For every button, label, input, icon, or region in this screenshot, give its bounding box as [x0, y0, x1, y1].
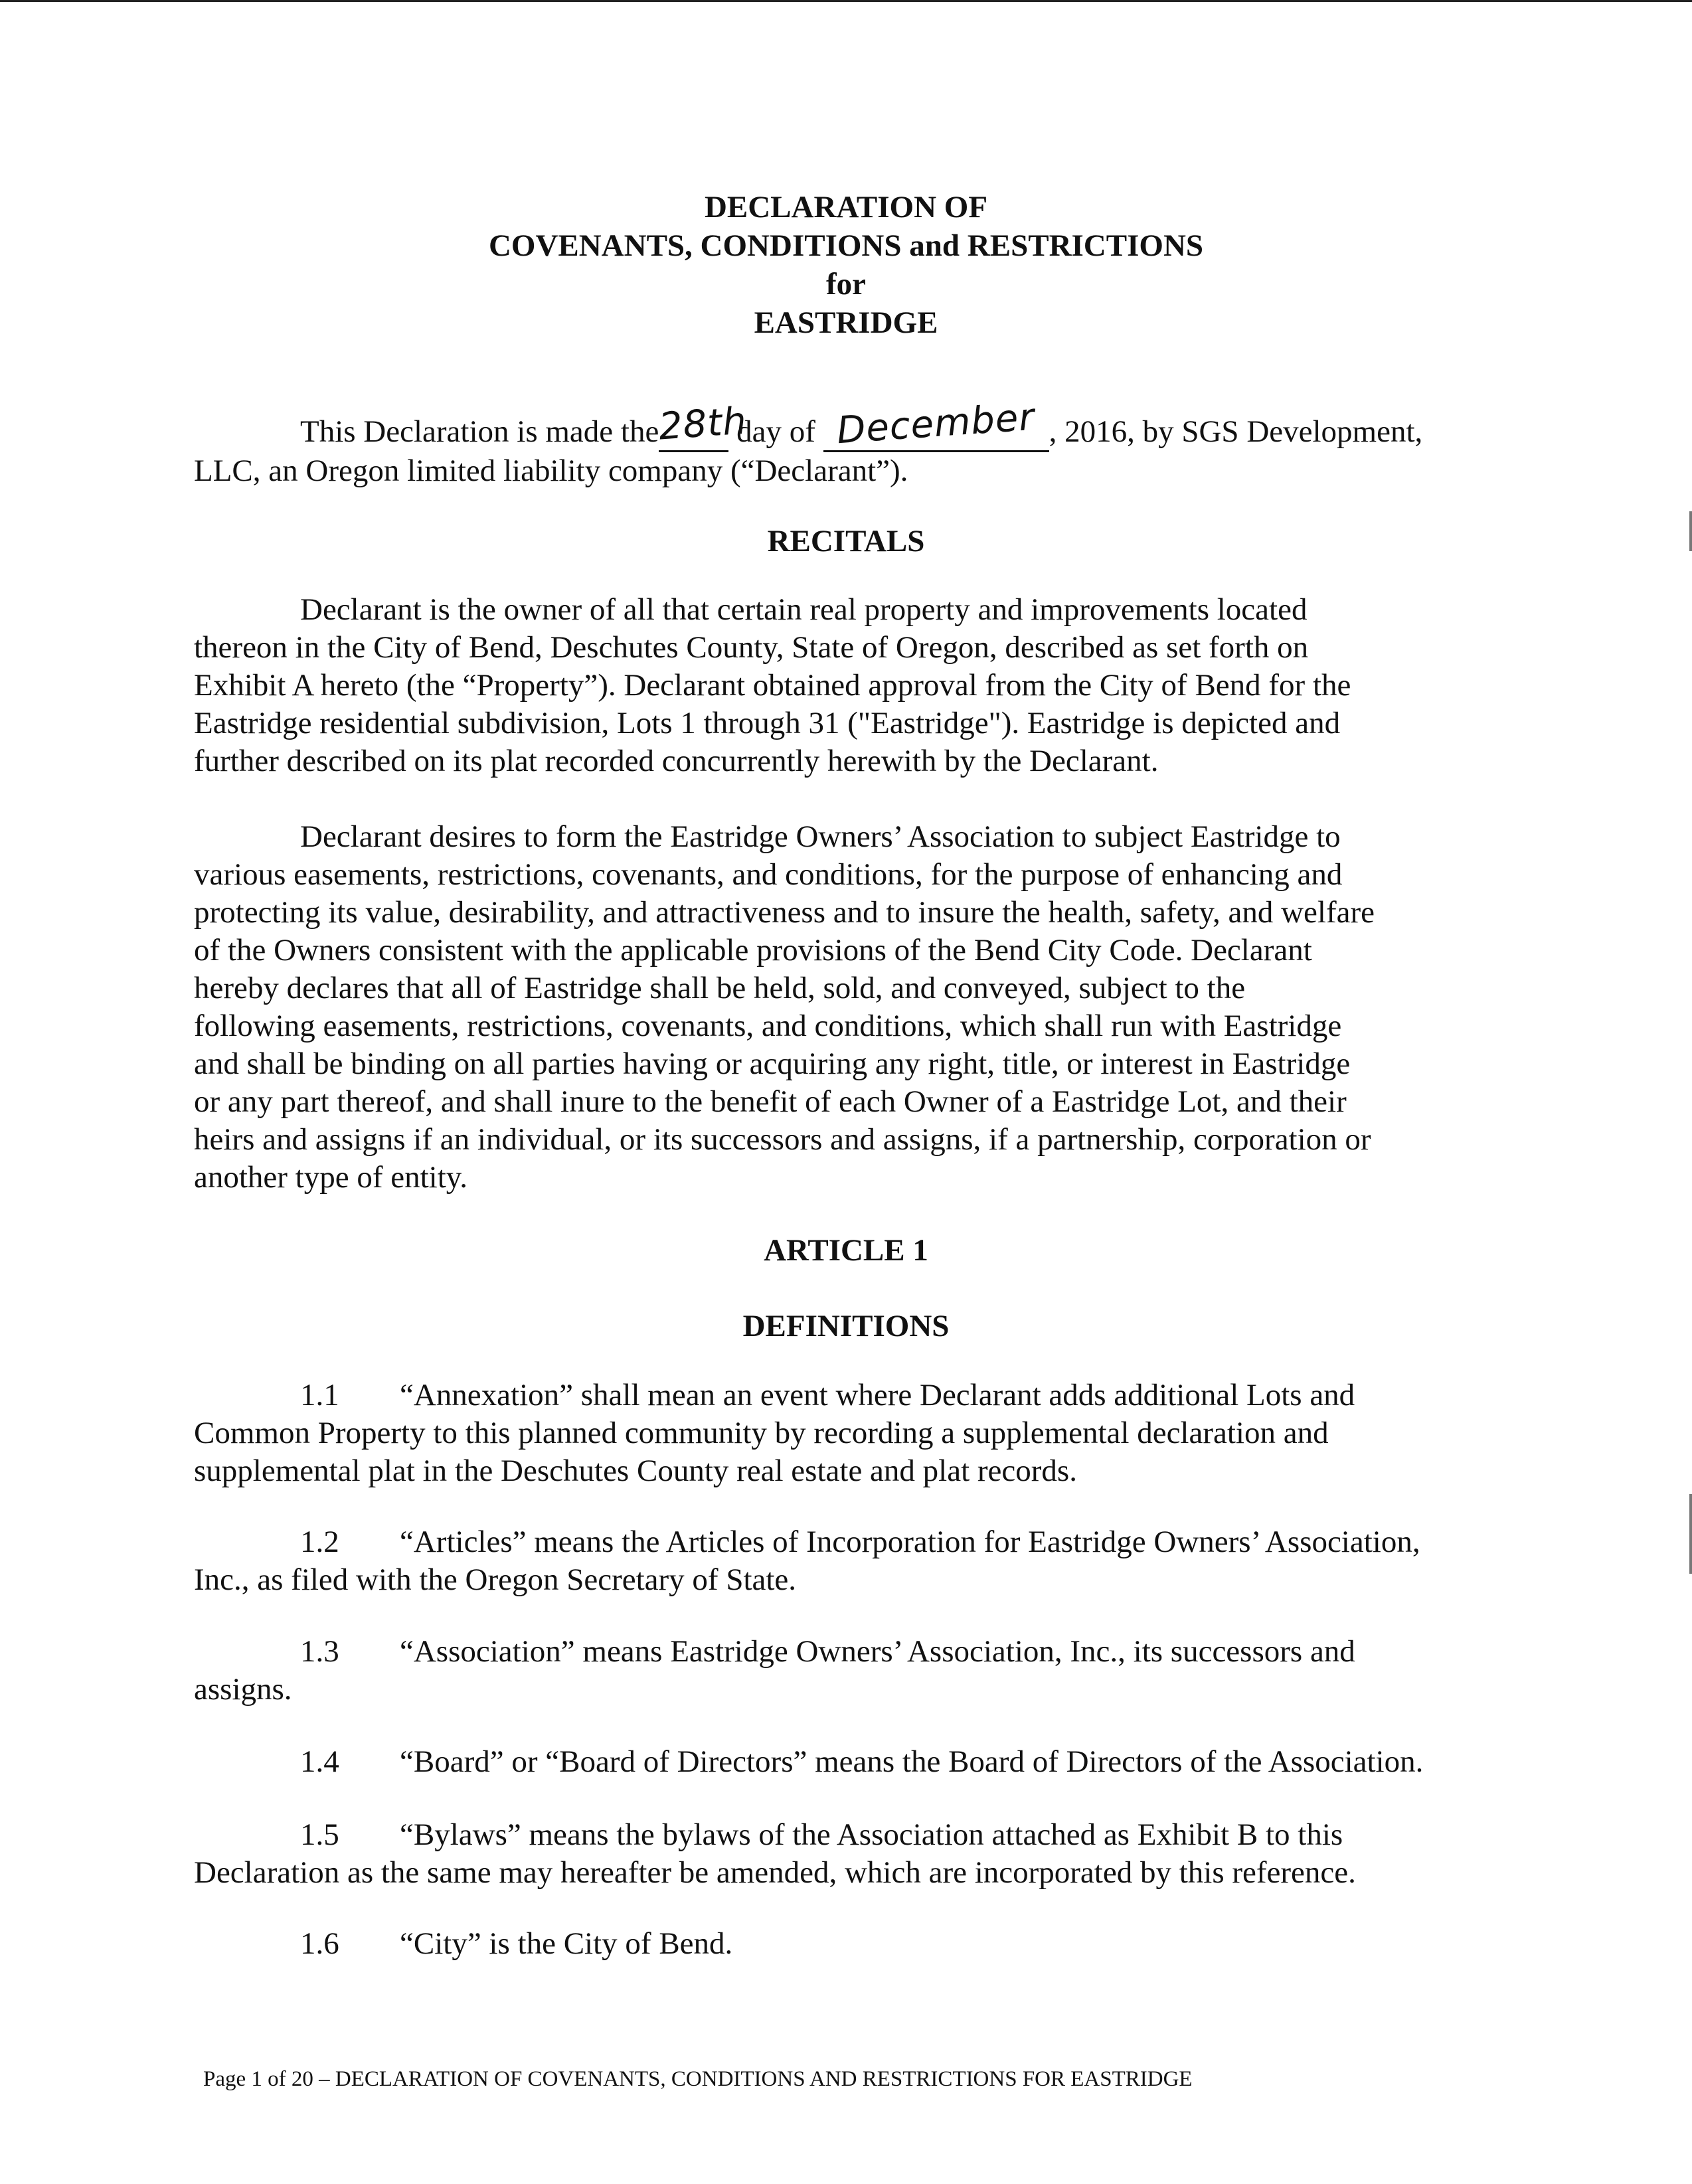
definition-line: assigns. [194, 1672, 292, 1707]
paragraph-line: heirs and assigns if an individual, or its successors and assigns, if a partnership, corporation or [194, 1122, 1371, 1157]
definition-number: 1.1 [300, 1378, 339, 1412]
paragraph-line: protecting its value, desirability, and attractiveness and to insure the health, safety, and welfare [194, 895, 1375, 930]
definition-text: “City” is the City of Bend. [400, 1926, 733, 1961]
definition-line [194, 1816, 1515, 1854]
handwritten-day-text: 28th [657, 399, 749, 449]
definition-text: “Bylaws” means the bylaws of the Association attached as Exhibit B to this [400, 1817, 1343, 1852]
intro-text: , 2016, by SGS Development, [1049, 414, 1423, 449]
definition-1-1 [194, 1377, 1515, 1490]
definition-line [194, 1377, 1515, 1414]
paragraph-line: thereon in the City of Bend, Deschutes County, State of Oregon, described as set forth on [194, 630, 1309, 665]
intro-line: LLC, an Oregon limited liability company (“Declarant”). [194, 454, 908, 488]
recitals-heading: RECITALS [767, 524, 925, 558]
recitals-paragraph-2 [194, 818, 1515, 1197]
definition-1-3 [194, 1633, 1515, 1709]
definition-number: 1.3 [300, 1634, 339, 1669]
paragraph-line: hereby declares that all of Eastridge shall be held, sold, and conveyed, subject to the [194, 971, 1246, 1005]
paragraph-line: following easements, restrictions, covenants, and conditions, which shall run with Eastridge [194, 1009, 1342, 1043]
title-line: for [825, 267, 866, 301]
definition-number: 1.4 [300, 1744, 339, 1779]
definition-1-4 [194, 1743, 1515, 1781]
definition-line [194, 1633, 1515, 1671]
definition-number: 1.6 [300, 1926, 339, 1961]
intro-line [194, 395, 1515, 453]
paragraph-line: or any part thereof, and shall inure to the benefit of each Owner of a Eastridge Lot, and their [194, 1084, 1347, 1119]
intro-paragraph [194, 395, 1515, 490]
title-line: DECLARATION OF [704, 190, 988, 224]
definition-line: Common Property to this planned community by recording a supplemental declaration and [194, 1416, 1329, 1450]
article-heading: ARTICLE 1 [764, 1233, 928, 1268]
paragraph-line: Declarant desires to form the Eastridge Owners’ Association to subject Eastridge to [300, 819, 1341, 854]
paragraph-line: Eastridge residential subdivision, Lots 1 through 31 ("Eastridge"). Eastridge is depicted and [194, 706, 1341, 740]
intro-text: day of [736, 414, 815, 449]
definition-line: supplemental plat in the Deschutes County real estate and plat records. [194, 1454, 1077, 1488]
definition-1-5 [194, 1816, 1515, 1892]
definition-line: Inc., as filed with the Oregon Secretary of State. [194, 1562, 797, 1597]
handwritten-month [823, 395, 1049, 453]
paragraph-line: various easements, restrictions, covenants, and conditions, for the purpose of enhancing and [194, 857, 1343, 892]
paragraph-line: Exhibit A hereto (the “Property”). Declarant obtained approval from the City of Bend for the [194, 668, 1351, 703]
paragraph-line: Declarant is the owner of all that certain real property and improvements located [300, 592, 1308, 627]
handwritten-month-text: December [835, 395, 1037, 453]
definition-line: Declaration as the same may hereafter be amended, which are incorporated by this reference. [194, 1855, 1356, 1890]
handwritten-day [657, 399, 749, 452]
definition-text: “Board” or “Board of Directors” means the Board of Directors of the Association. [400, 1744, 1424, 1779]
page-footer: Page 1 of 20 – DECLARATION OF COVENANTS, CONDITIONS AND RESTRICTIONS FOR EASTRIDGE [203, 2067, 1193, 2091]
paragraph-line: another type of entity. [194, 1160, 467, 1195]
definition-1-2 [194, 1523, 1515, 1599]
document-title [0, 188, 1692, 342]
definition-number: 1.5 [300, 1817, 339, 1852]
recitals-paragraph-1 [194, 591, 1515, 780]
definition-line [194, 1743, 1515, 1781]
intro-text: This Declaration is made the [300, 414, 659, 449]
title-line: EASTRIDGE [754, 305, 938, 340]
article-subheading: DEFINITIONS [742, 1309, 950, 1343]
definition-1-6 [194, 1925, 1515, 1963]
definition-text: “Articles” means the Articles of Incorporation for Eastridge Owners’ Association, [400, 1525, 1420, 1559]
definition-line [194, 1925, 1515, 1963]
definition-number: 1.2 [300, 1525, 339, 1559]
definition-text: “Association” means Eastridge Owners’ Association, Inc., its successors and [400, 1634, 1355, 1669]
definition-text: “Annexation” shall mean an event where Declarant adds additional Lots and [400, 1378, 1355, 1412]
paragraph-line: further described on its plat recorded concurrently herewith by the Declarant. [194, 744, 1159, 778]
title-line: COVENANTS, CONDITIONS and RESTRICTIONS [488, 228, 1204, 263]
definition-line [194, 1523, 1515, 1561]
paragraph-line: of the Owners consistent with the applicable provisions of the Bend City Code. Declarant [194, 933, 1312, 967]
paragraph-line: and shall be binding on all parties having or acquiring any right, title, or interest in Eastridge [194, 1047, 1351, 1081]
